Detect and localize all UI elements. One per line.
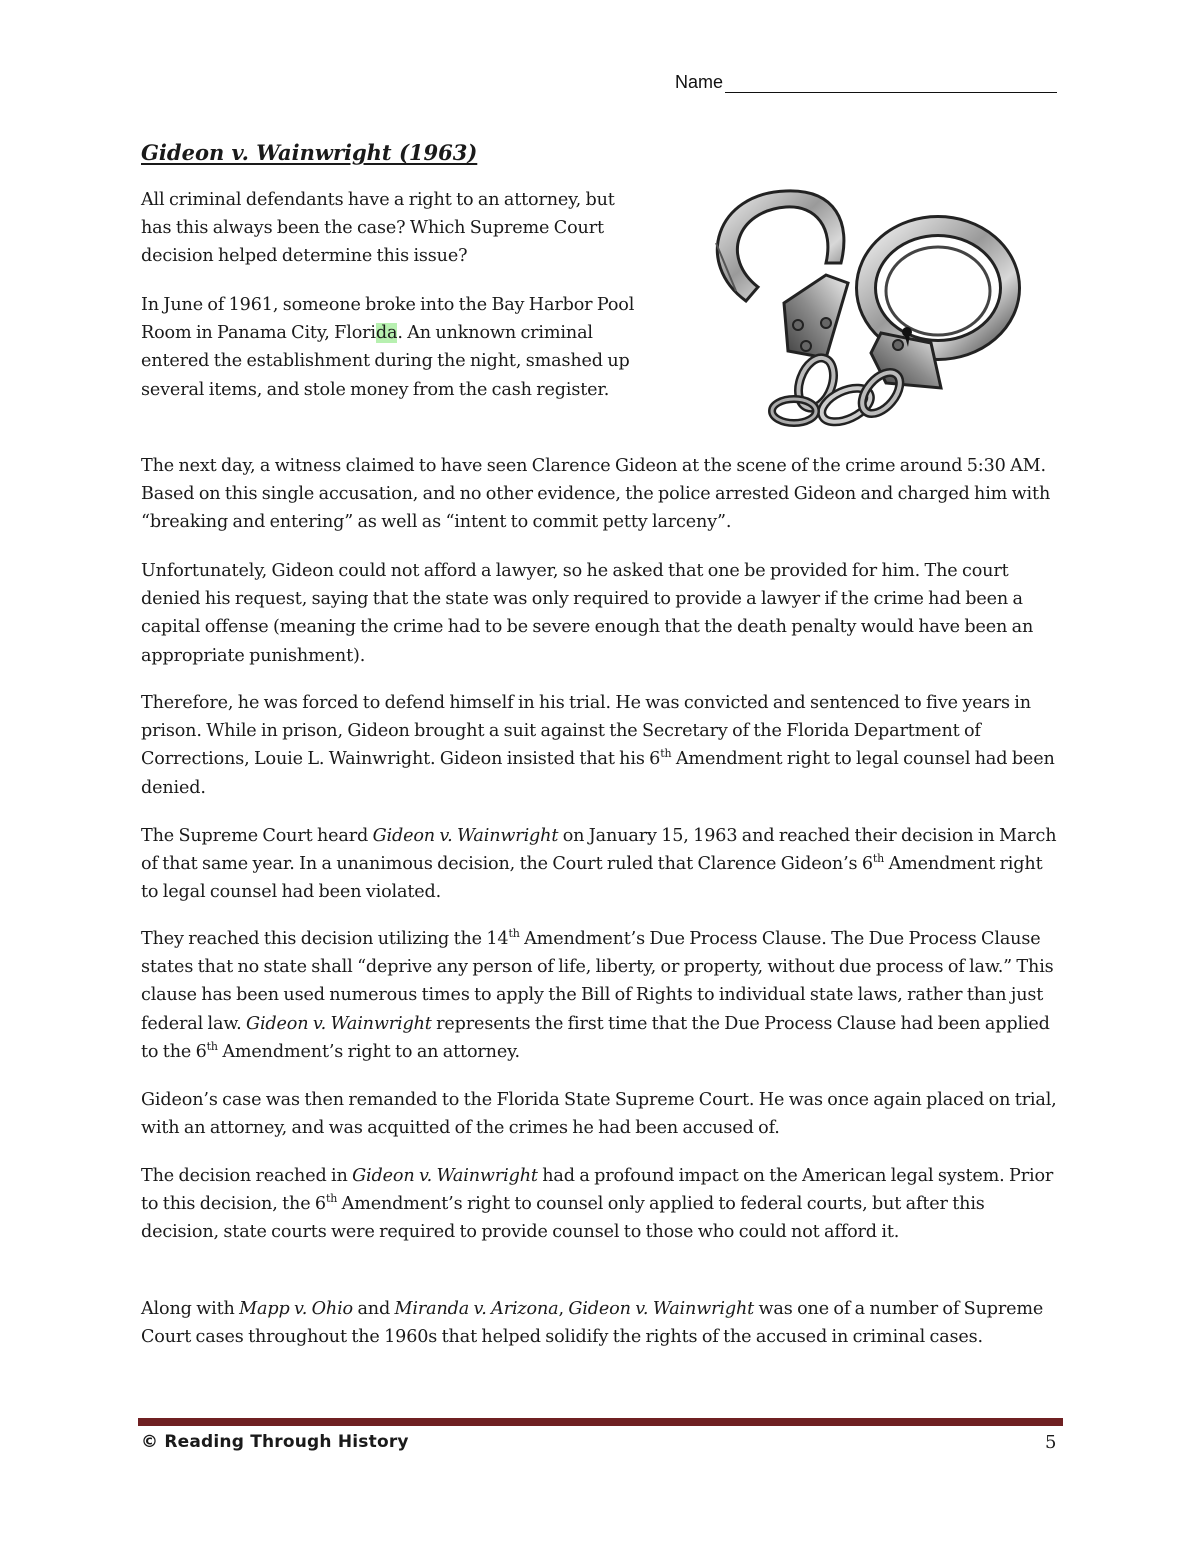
footer-copyright: © Reading Through History — [141, 1432, 409, 1452]
highlighted-text: da — [375, 323, 398, 344]
paragraph-supreme-court: The Supreme Court heard Gideon v. Wainwright on January 15, 1963 and reached their decision in March of that same year. In a unanimous decision, the Court ruled that Clarence Gideon’s 6th Amendment right to legal counsel had been violated. — [141, 826, 1057, 903]
name-label: Name — [675, 72, 724, 92]
page-title: Gideon v. Wainwright (1963) — [141, 140, 478, 165]
name-blank-line — [725, 74, 1057, 93]
paragraph-lawyer-denied: Unfortunately, Gideon could not afford a lawyer, so he asked that one be provided for him. The court denied his request, saying that the state was only required to provide a lawyer if the crime had been a capital offense (meaning the crime had to be severe enough that the death penalty would have been an appropriate punishment). — [141, 561, 1034, 666]
paragraph-trial: Therefore, he was forced to defend himself in his trial. He was convicted and sentenced to five years in prison. While in prison, Gideon brought a suit against the Secretary of the Florida Department of Corrections, Louie L. Wainwright. Gideon insisted that his 6th Amendment right to legal counsel had been denied. — [141, 693, 1055, 798]
page-number: 5 — [1045, 1432, 1057, 1453]
paragraph-related-cases: Along with Mapp v. Ohio and Miranda v. Arizona, Gideon v. Wainwright was one of a number of Supreme Court cases throughout the 1960s that helped solidify the rights of the accused in criminal cases. — [141, 1299, 1044, 1348]
handcuffs-image — [676, 183, 1026, 441]
intro-paragraph: All criminal defendants have a right to an attorney, but has this always been the case? Which Supreme Court decision helped determine this issue? — [141, 190, 615, 267]
name-field — [675, 72, 1057, 93]
paragraph-due-process: They reached this decision utilizing the 14th Amendment’s Due Process Clause. The Due Process Clause states that no state shall “deprive any person of life, liberty, or property, without due process of law.” This clause has been used numerous times to apply the Bill of Rights to individual state laws, rather than just federal law. Gideon v. Wainwright represents the first time that the Due Process Clause had been applied to the 6th Amendment’s right to an attorney. — [141, 927, 1054, 1062]
paragraph-break-in: In June of 1961, someone broke into the Bay Harbor Pool Room in Panama City, Florida. An unknown criminal entered the establishment during the night, smashed up several items, and stole money from the cash register. — [141, 295, 635, 400]
paragraph-arrest: The next day, a witness claimed to have seen Clarence Gideon at the scene of the crime around 5:30 AM. Based on this single accusation, and no other evidence, the police arrested Gideon and charged him with “breaking and entering” as well as “intent to commit petty larceny”. — [141, 456, 1051, 533]
footer-rule — [138, 1418, 1063, 1426]
paragraph-impact: The decision reached in Gideon v. Wainwright had a profound impact on the American legal system. Prior to this decision, the 6th Amendment’s right to counsel only applied to federal courts, but after this decision, state courts were required to provide counsel to those who could not afford it. — [141, 1166, 1054, 1243]
paragraph-remanded: Gideon’s case was then remanded to the Florida State Supreme Court. He was once again placed on trial, with an attorney, and was acquitted of the crimes he had been accused of. — [141, 1090, 1057, 1139]
